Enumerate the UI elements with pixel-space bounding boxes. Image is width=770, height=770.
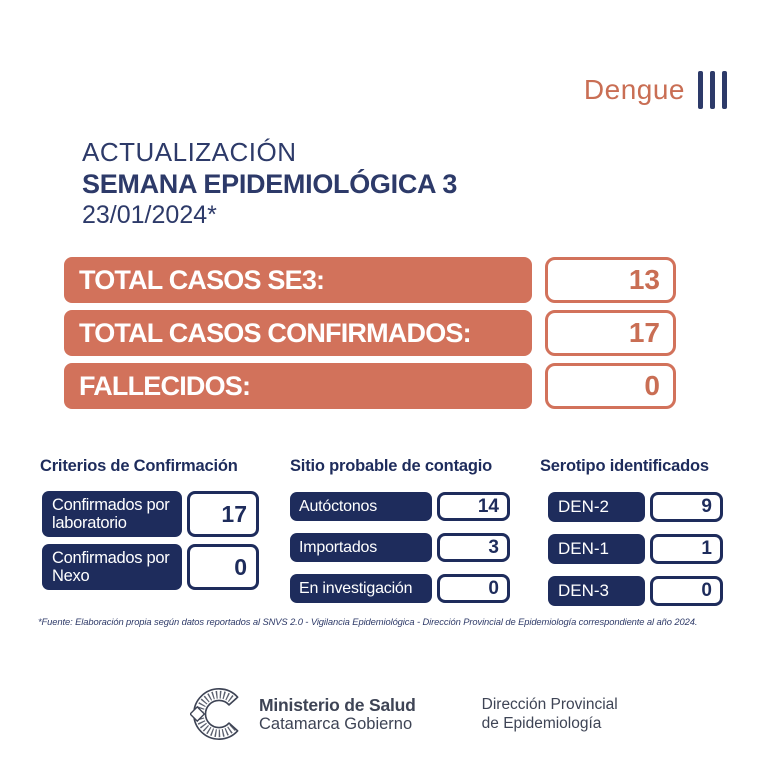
ministry-subtitle: Catamarca Gobierno	[259, 714, 413, 733]
column-rows	[42, 491, 259, 590]
catamarca-logo-icon	[190, 682, 248, 746]
row-en-investigacion	[290, 574, 510, 603]
row-value: 9	[650, 492, 723, 522]
title-semana-epidemiologica: SEMANA EPIDEMIOLÓGICA 3	[82, 169, 458, 199]
stat-value: 13	[545, 257, 676, 303]
fallecidos-row	[64, 363, 676, 409]
row-autoctonos	[290, 492, 510, 521]
three-bars-icon	[698, 71, 727, 109]
title-actualizacion: ACTUALIZACIÓN	[82, 137, 297, 167]
row-label: DEN-2	[548, 492, 645, 522]
row-value: 0	[187, 544, 259, 590]
stat-label: TOTAL CASOS SE3:	[64, 257, 532, 303]
row-value: 14	[437, 492, 510, 521]
stat-label: FALLECIDOS:	[64, 363, 532, 409]
total-casos-confirmados-row	[64, 310, 676, 356]
source-footnote: *Fuente: Elaboración propia según datos reportados al SNVS 2.0 - Vigilancia Epidemiológica - Dirección Provincial de Epidemiología correspondiente al año 2024.	[38, 616, 698, 627]
dengue-wordmark: Dengue	[583, 74, 685, 105]
row-value: 0	[650, 576, 723, 606]
department-text-block	[482, 695, 618, 733]
column-heading: Criterios de Confirmación	[40, 457, 238, 475]
row-label: DEN-3	[548, 576, 645, 606]
row-label: Confirmados por Nexo	[42, 544, 182, 590]
ministry-name: Ministerio de Salud	[259, 694, 416, 715]
column-serotipos	[540, 456, 723, 606]
row-label: En investigación	[290, 574, 432, 603]
row-label: DEN-1	[548, 534, 645, 564]
title-date: 23/01/2024*	[82, 201, 217, 229]
row-value: 3	[437, 533, 510, 562]
column-criterios-confirmacion	[40, 456, 259, 590]
column-rows	[290, 492, 510, 603]
row-den-3	[548, 576, 723, 606]
column-sitio-contagio	[290, 456, 510, 603]
row-label: Confirmados por laboratorio	[42, 491, 182, 537]
footer-block	[190, 682, 618, 746]
stat-label: TOTAL CASOS CONFIRMADOS:	[64, 310, 532, 356]
row-den-2	[548, 492, 723, 522]
stat-value: 17	[545, 310, 676, 356]
row-confirmados-laboratorio	[42, 491, 259, 537]
row-label: Autóctonos	[290, 492, 432, 521]
row-confirmados-nexo	[42, 544, 259, 590]
column-rows	[548, 492, 723, 606]
title-block	[82, 137, 457, 231]
row-label: Importados	[290, 533, 432, 562]
row-value: 17	[187, 491, 259, 537]
brand-block	[584, 70, 727, 110]
row-value: 1	[650, 534, 723, 564]
ministry-text-block	[259, 695, 416, 734]
total-casos-se3-row	[64, 257, 676, 303]
stat-value: 0	[545, 363, 676, 409]
row-importados	[290, 533, 510, 562]
row-den-1	[548, 534, 723, 564]
department-line1: Dirección Provincial	[481, 696, 618, 713]
row-value: 0	[437, 574, 510, 603]
column-heading: Sitio probable de contagio	[290, 457, 492, 475]
department-line2: de Epidemiología	[481, 715, 602, 732]
column-heading: Serotipo identificados	[540, 457, 709, 475]
